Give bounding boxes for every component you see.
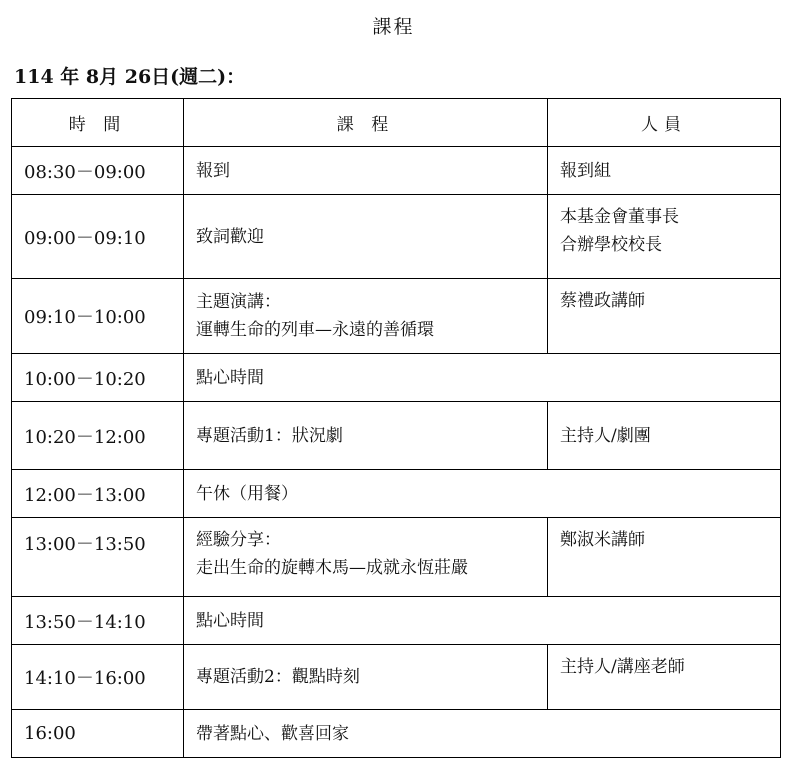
course-cell (184, 518, 548, 597)
table-row (12, 518, 781, 597)
person-cell (548, 195, 781, 279)
course-line: 專題活動2：觀點時刻 (196, 667, 360, 687)
person-line: 主持人/劇團 (560, 425, 651, 446)
table-row (12, 710, 781, 758)
person-line: 本基金會董事長 (560, 207, 679, 227)
course-cell (184, 645, 548, 710)
person-line: 報到組 (560, 160, 611, 181)
table-row (12, 354, 781, 402)
time-cell: 10:20－12:00 (12, 402, 184, 470)
course-cell (184, 354, 781, 402)
table-row (12, 597, 781, 645)
course-cell (184, 195, 548, 279)
time-cell: 13:00－13:50 (12, 518, 184, 597)
person-line: 蔡禮政講師 (560, 291, 645, 311)
course-line: 專題活動1：狀況劇 (196, 425, 343, 446)
person-cell (548, 147, 781, 195)
time-cell: 09:00－09:10 (12, 195, 184, 279)
course-cell (184, 470, 781, 518)
header-person: 人員 (548, 99, 781, 147)
header-time: 時 間 (12, 99, 184, 147)
schedule-table (11, 98, 781, 758)
course-cell (184, 597, 781, 645)
time-cell: 13:50－14:10 (12, 597, 184, 645)
course-line: 帶著點心、歡喜回家 (196, 723, 349, 744)
course-line: 報到 (196, 160, 230, 181)
person-cell (548, 279, 781, 354)
course-line: 點心時間 (196, 367, 264, 388)
course-line: 午休（用餐） (196, 483, 298, 504)
table-row (12, 470, 781, 518)
course-cell (184, 147, 548, 195)
course-line: 經驗分享： (196, 530, 281, 550)
table-row (12, 147, 781, 195)
person-cell (548, 518, 781, 597)
document-title: 課程 (372, 16, 415, 38)
header-course: 課 程 (184, 99, 548, 147)
table-header-row (12, 99, 781, 147)
course-cell (184, 279, 548, 354)
person-cell (548, 645, 781, 710)
course-line: 致詞歡迎 (196, 226, 264, 247)
course-line: 主題演講： (196, 292, 281, 312)
date-heading: 114 年 8月 26日(週二)： (14, 66, 246, 88)
person-cell (548, 402, 781, 470)
time-cell: 09:10－10:00 (12, 279, 184, 354)
course-line: 點心時間 (196, 610, 264, 631)
course-line: 運轉生命的列車—永遠的善循環 (196, 320, 434, 340)
time-cell: 10:00－10:20 (12, 354, 184, 402)
table-row (12, 279, 781, 354)
person-line: 合辦學校校長 (560, 235, 662, 255)
time-cell: 12:00－13:00 (12, 470, 184, 518)
person-line: 主持人/講座老師 (560, 657, 685, 677)
table-row (12, 645, 781, 710)
time-cell: 16:00 (12, 710, 184, 758)
time-cell: 08:30－09:00 (12, 147, 184, 195)
table-row (12, 402, 781, 470)
course-line: 走出生命的旋轉木馬—成就永恆莊嚴 (196, 558, 468, 578)
time-cell: 14:10－16:00 (12, 645, 184, 710)
course-cell (184, 710, 781, 758)
table-row (12, 195, 781, 279)
person-line: 鄭淑米講師 (560, 530, 645, 550)
course-cell (184, 402, 548, 470)
